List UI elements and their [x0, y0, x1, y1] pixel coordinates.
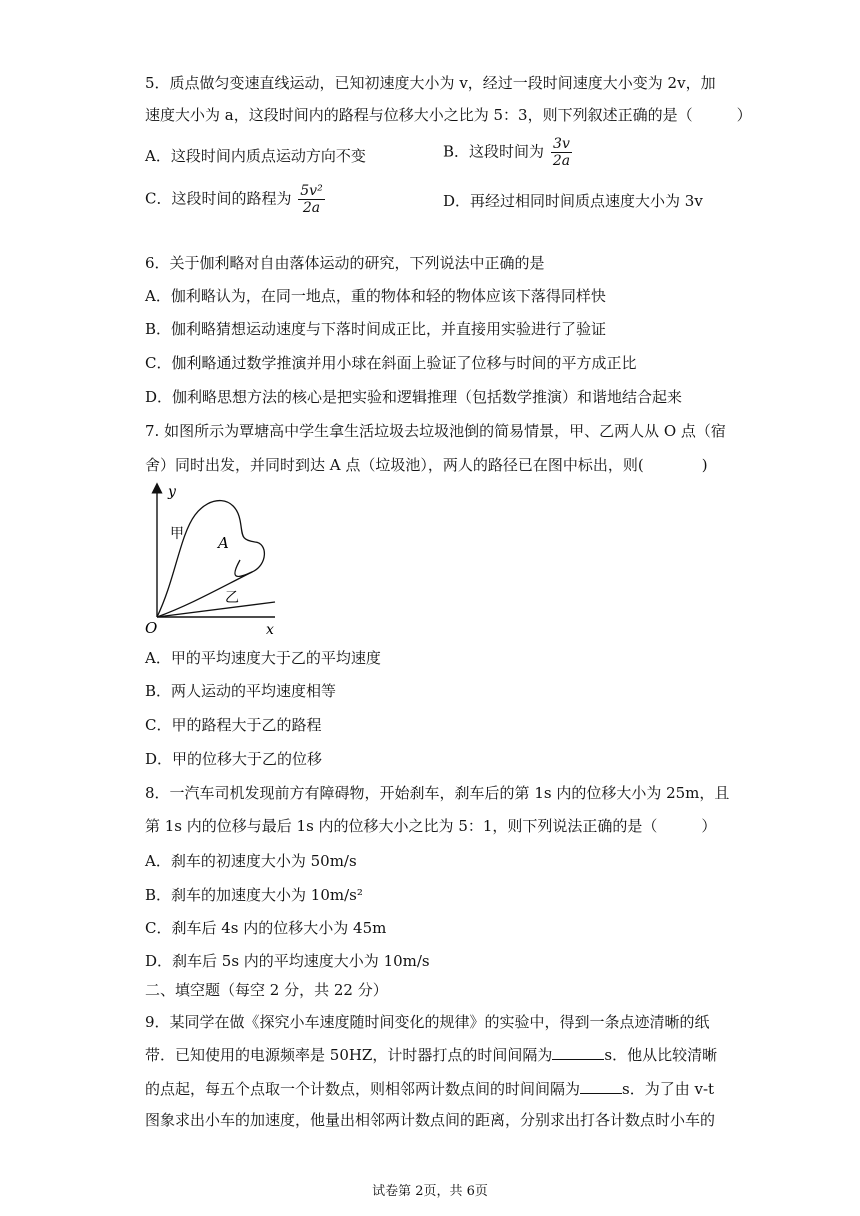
fraction-numerator: 3v	[553, 136, 570, 152]
q9-line2-tail: s．他从比较清晰	[604, 1046, 718, 1064]
jia-path	[157, 501, 264, 617]
q6-option-a: A．伽利略认为，在同一地点，重的物体和轻的物体应该下落得同样快	[145, 287, 606, 305]
q5-option-b-fraction	[551, 136, 572, 169]
q5-option-d: D．再经过相同时间质点速度大小为 3v	[443, 192, 703, 210]
q8-option-c: C．刹车后 4s 内的位移大小为 45m	[145, 919, 387, 937]
y-axis-label: y	[168, 484, 176, 500]
q5-line1: 5．质点做匀变速直线运动，已知初速度大小为 v，经过一段时间速度大小变为 2v，加	[145, 74, 716, 92]
q8-line1: 8．一汽车司机发现前方有障碍物，开始刹车，刹车后的第 1s 内的位移大小为 25m，且	[145, 784, 730, 802]
q9-line3-tail: s．为了由 v-t	[622, 1080, 715, 1098]
answer-blank-1[interactable]	[552, 1043, 604, 1060]
answer-blank-2[interactable]	[580, 1077, 622, 1094]
q8-option-a: A．刹车的初速度大小为 50m/s	[145, 852, 357, 870]
page-footer: 试卷第 2页，共 6页	[372, 1184, 488, 1199]
q6-stem: 6．关于伽利略对自由落体运动的研究，下列说法中正确的是	[145, 254, 545, 272]
q5-option-c-text: C．这段时间的路程为	[145, 189, 292, 208]
q9-line3	[145, 1077, 714, 1100]
q5-option-a: A．这段时间内质点运动方向不变	[145, 147, 366, 165]
q6-option-c: C．伽利略通过数学推演并用小球在斜面上验证了位移与时间的平方成正比	[145, 354, 637, 372]
q5-line2-text: 速度大小为 a，这段时间内的路程与位移大小之比为 5：3，则下列叙述正确的是（	[145, 106, 693, 124]
x-axis-label: x	[266, 622, 274, 638]
q5-line2	[145, 104, 752, 126]
q7-option-b: B．两人运动的平均速度相等	[145, 682, 337, 700]
q5-option-c-fraction	[298, 183, 324, 216]
q8-option-d: D．刹车后 5s 内的平均速度大小为 10m/s	[145, 952, 430, 970]
q7-paren-close: )	[701, 456, 708, 474]
q9-line4: 图象求出小车的加速度，他量出相邻两计数点间的距离，分别求出打各计数点时小车的	[145, 1111, 716, 1129]
q7-option-a: A．甲的平均速度大于乙的平均速度	[145, 649, 381, 667]
origin-label: O	[145, 619, 158, 637]
q7-option-c: C．甲的路程大于乙的路程	[145, 716, 322, 734]
q5-option-b	[443, 136, 574, 169]
fraction-denominator: 2a	[552, 153, 571, 169]
q7-path-figure	[140, 480, 290, 640]
q6-option-b: B．伽利略猜想运动速度与下落时间成正比，并直接用实验进行了验证	[145, 320, 607, 338]
point-a-label: A	[218, 534, 229, 552]
q7-option-d: D．甲的位移大于乙的位移	[145, 750, 323, 768]
q9-line3-text: 的点起，每五个点取一个计数点，则相邻两计数点间的时间间隔为	[145, 1080, 581, 1098]
q8-option-b: B．刹车的加速度大小为 10m/s²	[145, 886, 363, 904]
fraction-numerator: 5v²	[300, 183, 323, 199]
fraction-denominator: 2a	[302, 200, 321, 216]
q8-paren-close: ）	[701, 817, 717, 835]
q5-option-c	[145, 183, 327, 216]
q5-paren-close: ）	[736, 106, 752, 124]
q8-line2-text: 第 1s 内的位移与最后 1s 内的位移大小之比为 5：1，则下列说法正确的是（	[145, 817, 658, 835]
q9-line2-text: 带．已知使用的电源频率是 50HZ，计时器打点的时间间隔为	[145, 1046, 553, 1064]
q9-line1: 9．某同学在做《探究小车速度随时间变化的规律》的实验中，得到一条点迹清晰的纸	[145, 1013, 710, 1031]
q6-option-d: D．伽利略思想方法的核心是把实验和逻辑推理（包括数学推演）和谐地结合起来	[145, 388, 683, 406]
q7-line2	[145, 454, 708, 476]
q5-option-b-text: B．这段时间为	[443, 142, 545, 161]
q7-line2-text: 舍）同时出发，并同时到达 A 点（垃圾池），两人的路径已在图中标出，则(	[145, 456, 644, 474]
q8-line2	[145, 815, 716, 837]
q7-line1: 7. 如图所示为覃塘高中学生拿生活垃圾去垃圾池倒的简易情景，甲、乙两人从 O 点（宿	[145, 422, 726, 440]
q9-line2	[145, 1043, 717, 1066]
jia-label: 甲	[170, 526, 184, 542]
yi-label: 乙	[225, 590, 239, 606]
section-title: 二、填空题（每空 2 分，共 22 分）	[145, 981, 388, 999]
